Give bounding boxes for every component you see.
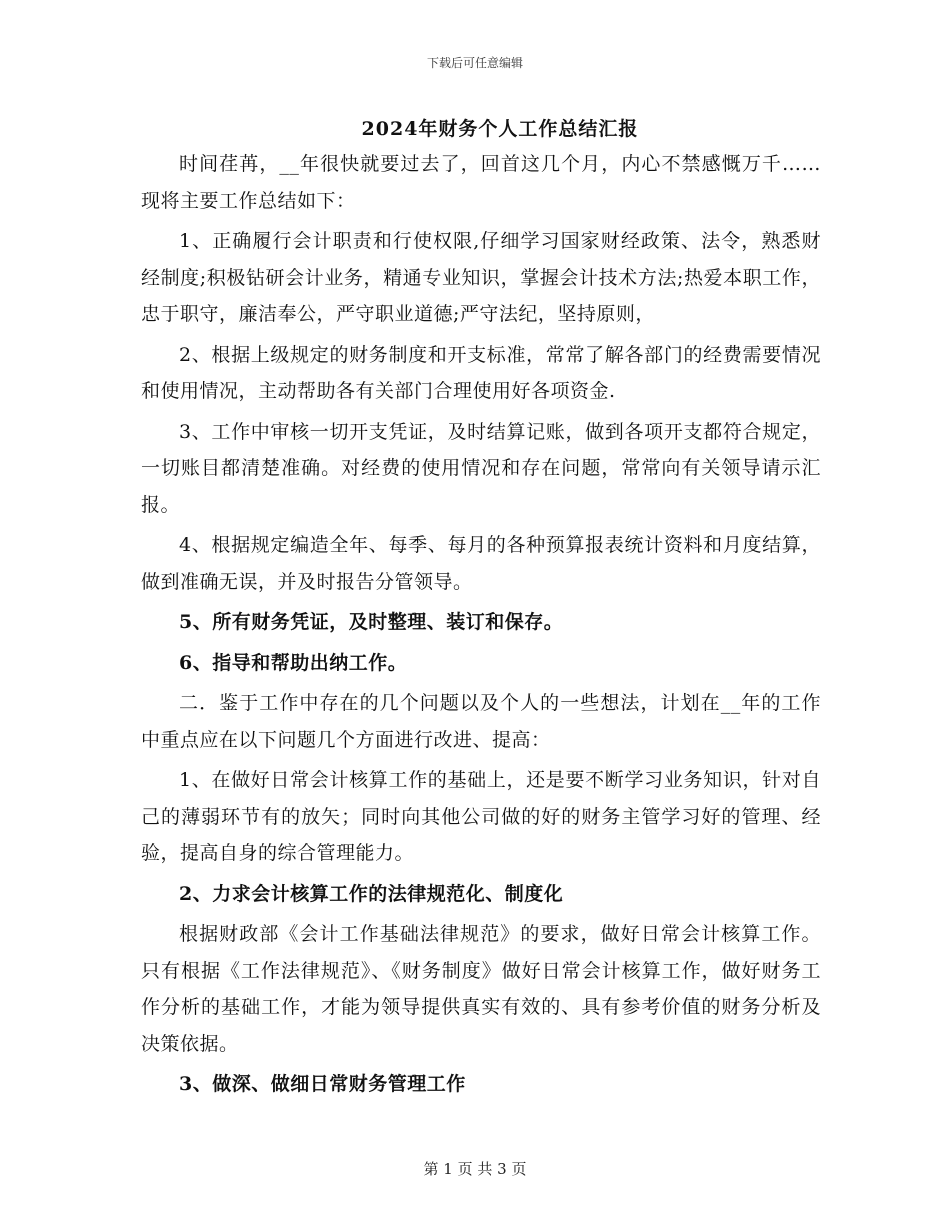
- paragraph-item-1: 1、正确履行会计职责和行使权限,仔细学习国家财经政策、法令，熟悉财经制度;积极钻研会计业务，精通专业知识，掌握会计技术方法;热爱本职工作，忠于职守，廉洁奉公，严守职业道德;严守法纪，坚持原则，: [141, 230, 821, 325]
- paragraph-section-2: 二．鉴于工作中存在的几个问题以及个人的一些想法，计划在__年的工作中重点应在以下问题几个方面进行改进、提高：: [141, 692, 821, 751]
- page-number: 第 1 页 共 3 页: [423, 1160, 527, 1178]
- paragraph-item-6: 6、指导和帮助出纳工作。: [179, 651, 408, 674]
- paragraph-plan-2-heading: 2、力求会计核算工作的法律规范化、制度化: [179, 882, 564, 905]
- paragraph-intro: 时间荏苒，__年很快就要过去了，回首这几个月，内心不禁感慨万千……现将主要工作总结如下：: [141, 153, 821, 212]
- paragraph-item-2: 2、根据上级规定的财务制度和开支标准，常常了解各部门的经费需要情况和使用情况，主动帮助各有关部门合理使用好各项资金.: [141, 343, 821, 402]
- paragraph-item-4: 4、根据规定编造全年、每季、每月的各种预算报表统计资料和月度结算，做到准确无误，并及时报告分管领导。: [141, 534, 821, 593]
- paragraph-item-3: 3、工作中审核一切开支凭证，及时结算记账，做到各项开支都符合规定，一切账目都清楚准确。对经费的使用情况和存在问题，常常向有关领导请示汇报。: [141, 420, 821, 516]
- document-title: 2024年财务个人工作总结汇报: [361, 118, 639, 140]
- paragraph-item-5: 5、所有财务凭证，及时整理、装订和保存。: [179, 611, 564, 633]
- document-body: [141, 146, 821, 1103]
- paragraph-plan-1: 1、在做好日常会计核算工作的基础上，还是要不断学习业务知识，针对自己的薄弱环节有的放矢；同时向其他公司做的好的财务主管学习好的管理、经验，提高自身的综合管理能力。: [141, 769, 821, 864]
- header-note: 下载后可任意编辑: [426, 56, 523, 70]
- paragraph-plan-3-heading: 3、做深、做细日常财务管理工作: [179, 1073, 466, 1095]
- paragraph-plan-2-body: 根据财政部《会计工作基础法律规范》的要求，做好日常会计核算工作。只有根据《工作法律规范》、《财务制度》做好日常会计核算工作，做好财务工作分析的基础工作，才能为领导提供真实有效的、具有参考价值的财务分析及决策依据。: [141, 923, 821, 1055]
